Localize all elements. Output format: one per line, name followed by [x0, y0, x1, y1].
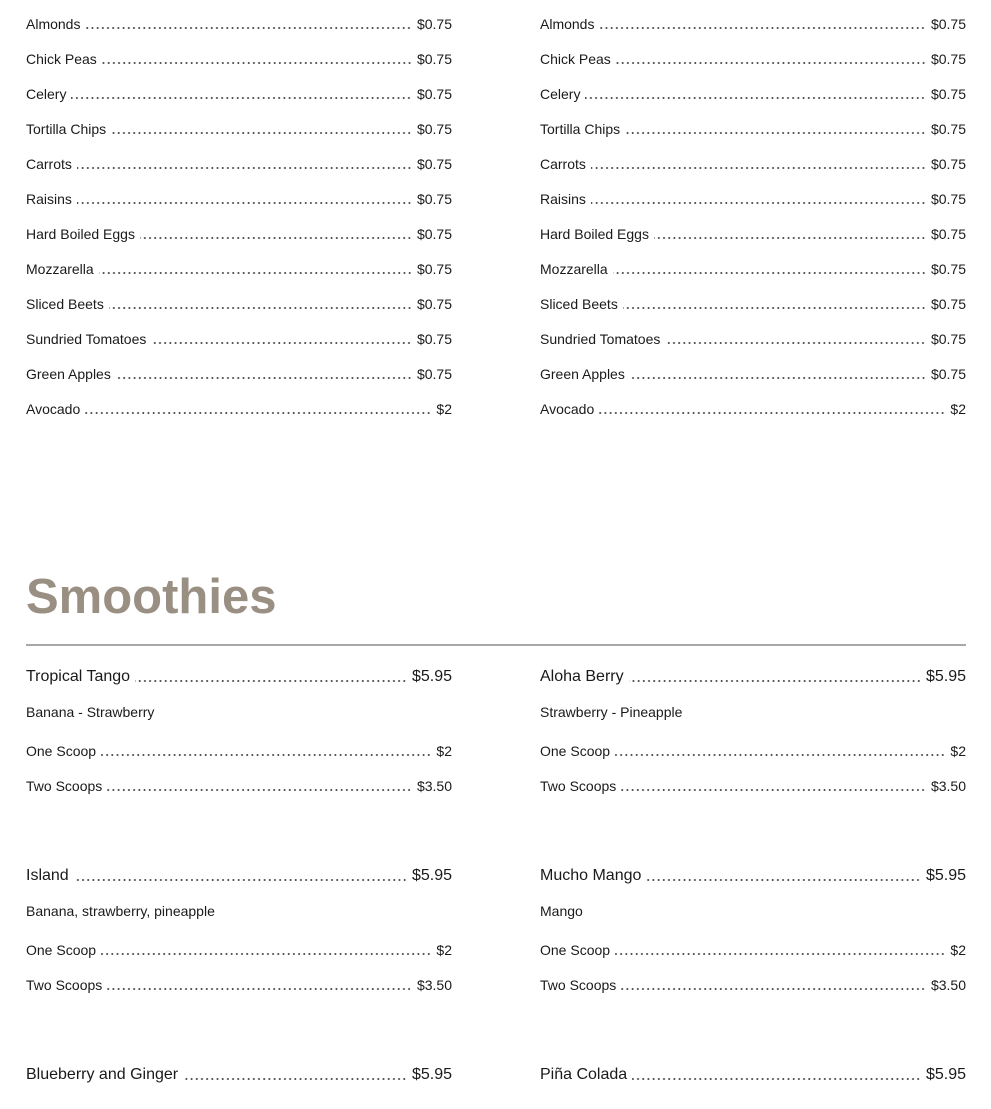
- dot-leader: [102, 62, 412, 64]
- menu-item: [26, 120, 452, 138]
- menu-item: [540, 260, 966, 278]
- item-name: Green Apples: [540, 366, 625, 382]
- smoothie-price: $5.95: [411, 1066, 452, 1083]
- smoothie-name: Aloha Berry: [540, 668, 624, 685]
- dot-leader: [665, 342, 926, 344]
- dot-leader: [632, 1078, 921, 1080]
- dot-leader: [585, 97, 925, 99]
- dot-leader: [101, 754, 431, 756]
- dot-leader: [621, 789, 926, 791]
- item-price: $0.75: [416, 366, 452, 382]
- smoothie-option: [26, 742, 452, 760]
- item-price: $0.75: [416, 16, 452, 32]
- menu-item: [26, 15, 452, 33]
- item-name: Almonds: [540, 16, 595, 32]
- menu-item: [26, 400, 452, 418]
- item-price: $2: [950, 401, 966, 417]
- dot-leader: [591, 167, 926, 169]
- option-name: Two Scoops: [540, 977, 617, 993]
- item-name: Celery: [26, 86, 67, 102]
- menu-item: [540, 400, 966, 418]
- dot-leader: [646, 879, 921, 881]
- item-name: Hard Boiled Eggs: [26, 226, 135, 242]
- item-price: $0.75: [930, 86, 966, 102]
- item-name: Almonds: [26, 16, 81, 32]
- option-price: $3.50: [416, 778, 452, 794]
- smoothie-item: [26, 667, 452, 687]
- dot-leader: [140, 237, 412, 239]
- item-name: Chick Peas: [540, 51, 611, 67]
- dot-leader: [109, 307, 412, 309]
- item-name: Green Apples: [26, 366, 111, 382]
- item-price: $0.75: [930, 296, 966, 312]
- dot-leader: [613, 272, 926, 274]
- smoothie-item: [26, 866, 452, 886]
- dot-leader: [599, 412, 945, 414]
- dot-leader: [151, 342, 412, 344]
- menu-item: [540, 120, 966, 138]
- item-price: $0.75: [416, 226, 452, 242]
- dot-leader: [111, 132, 412, 134]
- smoothie-item: [540, 1065, 966, 1085]
- item-price: $0.75: [416, 121, 452, 137]
- menu-item: [540, 85, 966, 103]
- option-name: One Scoop: [26, 942, 97, 958]
- item-price: $0.75: [930, 16, 966, 32]
- smoothie-price: $5.95: [411, 668, 452, 685]
- item-name: Sundried Tomatoes: [540, 331, 661, 347]
- menu-item: [540, 330, 966, 348]
- item-price: $0.75: [416, 156, 452, 172]
- smoothie-option: [540, 742, 966, 760]
- option-name: One Scoop: [26, 743, 97, 759]
- item-name: Carrots: [26, 156, 72, 172]
- smoothie-option: [540, 976, 966, 994]
- menu-item: [540, 190, 966, 208]
- menu-item: [540, 365, 966, 383]
- item-price: $2: [436, 401, 452, 417]
- item-name: Carrots: [540, 156, 586, 172]
- menu-item: [540, 225, 966, 243]
- item-price: $0.75: [930, 226, 966, 242]
- option-name: One Scoop: [540, 942, 611, 958]
- item-price: $0.75: [416, 296, 452, 312]
- item-price: $0.75: [930, 121, 966, 137]
- smoothie-price: $5.95: [925, 1066, 966, 1083]
- item-name: Celery: [540, 86, 581, 102]
- item-name: Avocado: [540, 401, 595, 417]
- dot-leader: [621, 988, 926, 990]
- item-name: Raisins: [540, 191, 586, 207]
- dot-leader: [101, 953, 431, 955]
- item-name: Avocado: [26, 401, 81, 417]
- item-price: $0.75: [416, 261, 452, 277]
- option-price: $2: [436, 942, 452, 958]
- item-price: $0.75: [930, 366, 966, 382]
- smoothie-item: [540, 866, 966, 886]
- dot-leader: [615, 953, 945, 955]
- menu-item: [26, 190, 452, 208]
- option-name: Two Scoops: [540, 778, 617, 794]
- menu-item: [540, 50, 966, 68]
- dot-leader: [599, 27, 925, 29]
- smoothie-name: Piña Colada: [540, 1066, 628, 1083]
- dot-leader: [116, 377, 412, 379]
- item-price: $0.75: [416, 86, 452, 102]
- item-name: Sundried Tomatoes: [26, 331, 147, 347]
- item-name: Hard Boiled Eggs: [540, 226, 649, 242]
- menu-item: [26, 225, 452, 243]
- smoothie-name: Blueberry and Ginger: [26, 1066, 179, 1083]
- dot-leader: [71, 97, 411, 99]
- option-name: Two Scoops: [26, 977, 103, 993]
- menu-item: [540, 15, 966, 33]
- section-divider: [26, 644, 966, 646]
- dot-leader: [77, 167, 412, 169]
- item-name: Sliced Beets: [26, 296, 104, 312]
- menu-item: [540, 295, 966, 313]
- dot-leader: [135, 680, 407, 682]
- dot-leader: [623, 307, 926, 309]
- menu-item: [26, 365, 452, 383]
- dot-leader: [616, 62, 926, 64]
- option-price: $2: [950, 942, 966, 958]
- item-name: Tortilla Chips: [540, 121, 621, 137]
- smoothie-description: Strawberry - Pineapple: [540, 704, 683, 720]
- smoothie-item: [540, 667, 966, 687]
- menu-item: [26, 50, 452, 68]
- option-price: $2: [950, 743, 966, 759]
- dot-leader: [99, 272, 412, 274]
- smoothie-description: Mango: [540, 903, 583, 919]
- smoothie-option: [540, 777, 966, 795]
- item-name: Mozzarella: [540, 261, 608, 277]
- item-price: $0.75: [416, 191, 452, 207]
- dot-leader: [630, 377, 926, 379]
- smoothie-name: Island: [26, 867, 69, 884]
- option-price: $3.50: [416, 977, 452, 993]
- smoothie-price: $5.95: [925, 867, 966, 884]
- item-name: Sliced Beets: [540, 296, 618, 312]
- dot-leader: [107, 988, 412, 990]
- smoothie-name: Mucho Mango: [540, 867, 642, 884]
- item-price: $0.75: [416, 51, 452, 67]
- smoothie-price: $5.95: [925, 668, 966, 685]
- smoothie-option: [26, 777, 452, 795]
- dot-leader: [85, 27, 411, 29]
- smoothie-name: Tropical Tango: [26, 668, 131, 685]
- smoothie-option: [540, 941, 966, 959]
- menu-item: [26, 295, 452, 313]
- menu-item: [26, 85, 452, 103]
- option-name: Two Scoops: [26, 778, 103, 794]
- item-price: $0.75: [930, 156, 966, 172]
- smoothie-option: [26, 941, 452, 959]
- item-name: Tortilla Chips: [26, 121, 107, 137]
- dot-leader: [107, 789, 412, 791]
- item-name: Raisins: [26, 191, 72, 207]
- dot-leader: [654, 237, 926, 239]
- dot-leader: [625, 132, 926, 134]
- smoothie-price: $5.95: [411, 867, 452, 884]
- item-price: $0.75: [930, 331, 966, 347]
- item-name: Chick Peas: [26, 51, 97, 67]
- item-name: Mozzarella: [26, 261, 94, 277]
- smoothie-description: Banana, strawberry, pineapple: [26, 903, 215, 919]
- dot-leader: [591, 202, 926, 204]
- option-price: $3.50: [930, 977, 966, 993]
- menu-item: [26, 330, 452, 348]
- smoothie-description: Banana - Strawberry: [26, 704, 155, 720]
- smoothie-item: [26, 1065, 452, 1085]
- option-price: $3.50: [930, 778, 966, 794]
- menu-item: [540, 155, 966, 173]
- item-price: $0.75: [930, 51, 966, 67]
- section-title-smoothies: Smoothies: [26, 570, 277, 624]
- item-price: $0.75: [416, 331, 452, 347]
- item-price: $0.75: [930, 191, 966, 207]
- option-price: $2: [436, 743, 452, 759]
- dot-leader: [183, 1078, 407, 1080]
- dot-leader: [629, 680, 921, 682]
- dot-leader: [77, 202, 412, 204]
- menu-item: [26, 260, 452, 278]
- smoothie-option: [26, 976, 452, 994]
- dot-leader: [615, 754, 945, 756]
- dot-leader: [74, 879, 407, 881]
- option-name: One Scoop: [540, 743, 611, 759]
- item-price: $0.75: [930, 261, 966, 277]
- menu-item: [26, 155, 452, 173]
- dot-leader: [85, 412, 431, 414]
